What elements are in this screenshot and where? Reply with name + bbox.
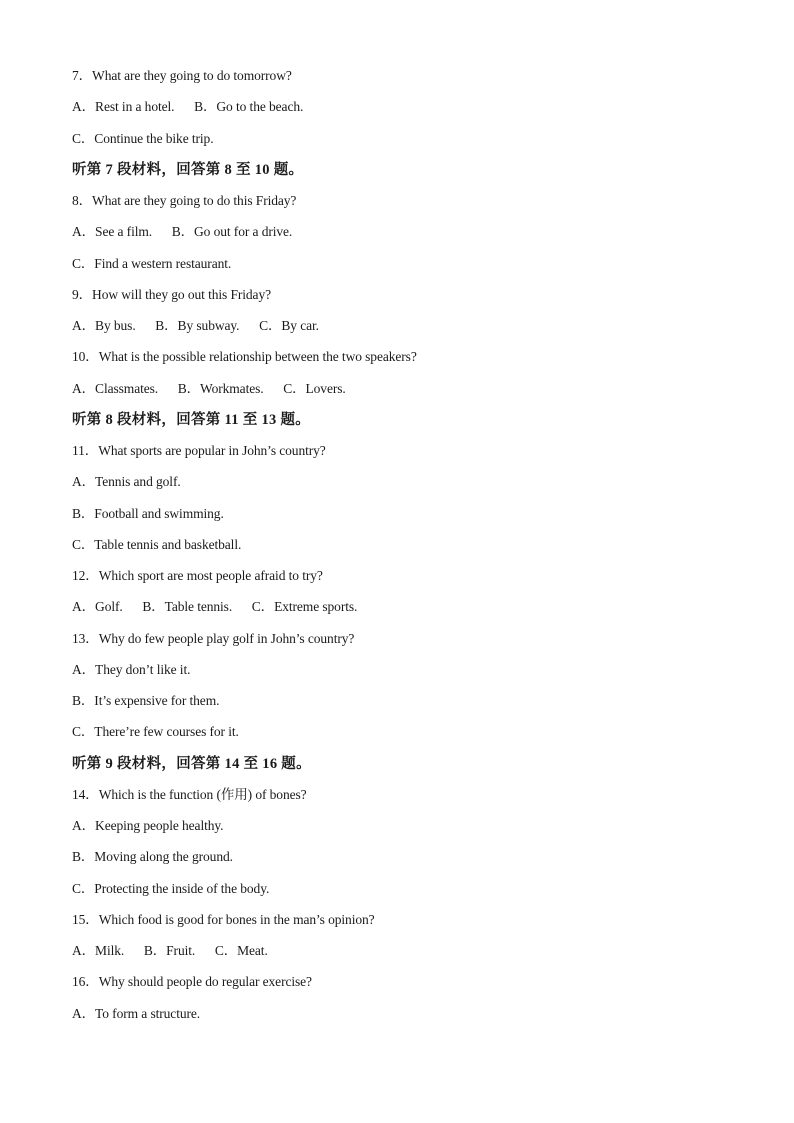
question-7-option-c: C．Continue the bike trip. <box>72 130 214 146</box>
section-heading-passage-8: 听第 8 段材料，回答第 11 至 13 题。 <box>72 411 311 428</box>
section-heading-passage-7: 听第 7 段材料，回答第 8 至 10 题。 <box>72 161 304 178</box>
question-13: 13．Why do few people play golf in John’s country? <box>72 630 355 646</box>
question-11-option-c: C．Table tennis and basketball. <box>72 536 242 552</box>
question-14: 14．Which is the function (作用) of bones? <box>72 786 307 802</box>
question-16-option-a: A．To form a structure. <box>72 1005 201 1021</box>
question-10: 10．What is the possible relationship between the two speakers? <box>72 349 417 365</box>
question-11-option-b: B．Football and swimming. <box>72 505 224 521</box>
question-15-options: A．Milk. B．Fruit. C．Meat. <box>72 943 268 958</box>
section-heading-passage-9: 听第 9 段材料，回答第 14 至 16 题。 <box>72 755 311 772</box>
question-16: 16．Why should people do regular exercise? <box>72 974 312 990</box>
question-12: 12．Which sport are most people afraid to try? <box>72 568 323 583</box>
question-15: 15．Which food is good for bones in the man’s opinion? <box>72 911 375 927</box>
question-9-options: A．By bus. B．By subway. C．By car. <box>72 318 319 333</box>
question-14-option-c: C．Protecting the inside of the body. <box>72 880 270 896</box>
question-10-options: A．Classmates. B．Workmates. C．Lovers. <box>72 380 346 396</box>
question-11: 11．What sports are popular in John’s country? <box>72 443 326 458</box>
question-12-options: A．Golf. B．Table tennis. C．Extreme sports. <box>72 599 358 615</box>
exam-page <box>72 66 752 1035</box>
question-7: 7．What are they going to do tomorrow? <box>72 68 292 83</box>
question-13-option-a: A．They don’t like it. <box>72 661 191 677</box>
question-8-options-ab: A．See a film. B．Go out for a drive. <box>72 224 293 240</box>
question-8-option-c: C．Find a western restaurant. <box>72 255 232 271</box>
question-11-option-a: A．Tennis and golf. <box>72 474 181 490</box>
question-9: 9．How will they go out this Friday? <box>72 286 271 302</box>
question-13-option-c: C．There’re few courses for it. <box>72 724 239 740</box>
question-14-option-a: A．Keeping people healthy. <box>72 818 224 833</box>
question-8: 8．What are they going to do this Friday? <box>72 193 297 208</box>
question-14-option-b: B．Moving along the ground. <box>72 849 233 865</box>
question-13-option-b: B．It’s expensive for them. <box>72 693 220 708</box>
question-7-options-ab: A．Rest in a hotel. B．Go to the beach. <box>72 99 304 115</box>
